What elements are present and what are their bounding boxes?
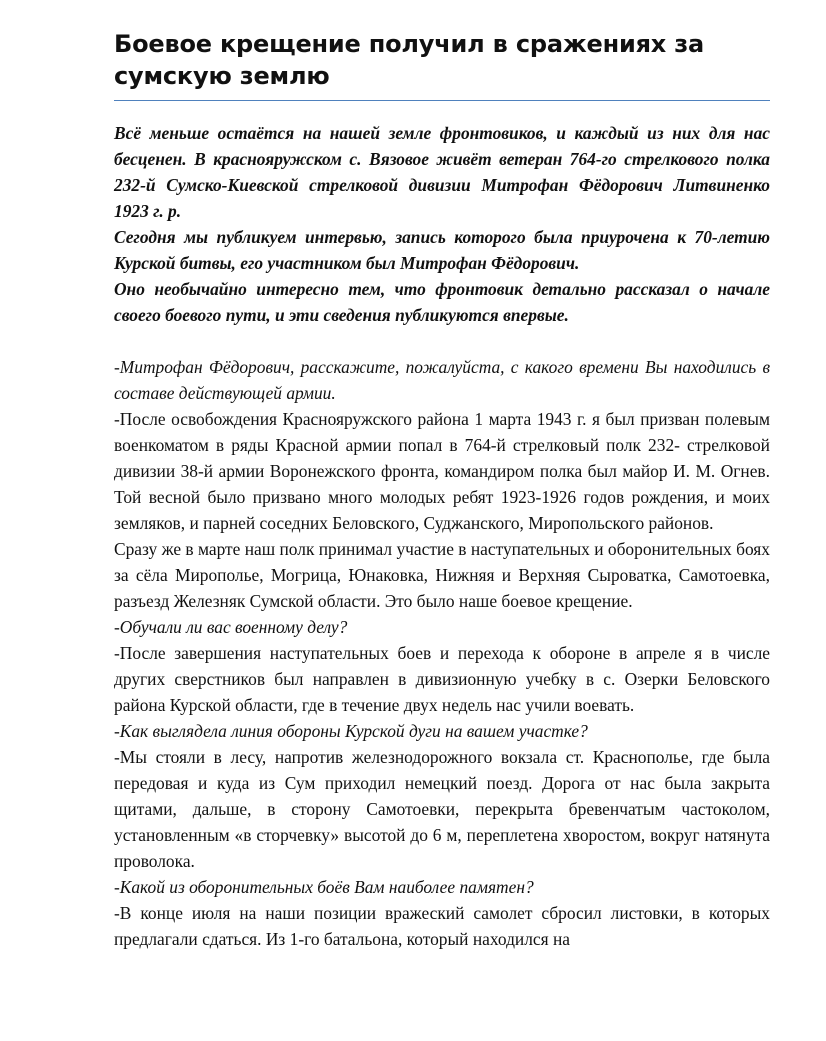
interview-answer: -В конце июля на наши позиции вражеский самолет сбросил листовки, в которых предлагали сдаться. Из 1-го батальона, который находился на <box>114 903 770 949</box>
interview-answer: Сразу же в марте наш полк принимал участие в наступательных и оборонительных боях за сёла Мирополье, Могрица, Юнаковка, Нижняя и Верхняя Сыроватка, Самотоевка, разъезд Железняк Сумской области. Это было наше боевое крещение. <box>114 539 770 611</box>
lead-paragraph: Оно необычайно интересно тем, что фронтовик детально рассказал о начале своего боевого пути, и эти сведения публикуются впервые. <box>114 279 770 325</box>
article-lead <box>114 120 770 328</box>
interview-question: -Митрофан Фёдорович, расскажите, пожалуйста, с какого времени Вы находились в составе действующей армии. <box>114 357 770 403</box>
interview-question: -Какой из оборонительных боёв Вам наиболее памятен? <box>114 877 534 897</box>
interview-answer: -После завершения наступательных боев и перехода к обороне в апреле я в числе других сверстников был направлен в дивизионную учебку в с. Озерки Беловского района Курской области, где в течение двух недель нас учили воевать. <box>114 643 770 715</box>
lead-paragraph: Всё меньше остаётся на нашей земле фронтовиков, и каждый из них для нас бесценен. В краснояружском с. Вязовое живёт ветеран 764-го стрелкового полка 232-й Сумско-Киевской стрелковой дивизии Митрофан Фёдорович Литвиненко 1923 г. р. <box>114 123 770 221</box>
interview-question: -Обучали ли вас военному делу? <box>114 617 348 637</box>
interview-answer: -После освобождения Краснояружского района 1 марта 1943 г. я был призван полевым военкоматом в ряды Красной армии попал в 764-й стрелковый полк 232- стрелковой дивизии 38-й армии Воронежского фронта, командиром полка был майор И. М. Огнев. Той весной было призвано много молодых ребят 1923-1926 годов рождения, и моих земляков, и парней соседних Беловского, Суджанского, Миропольского районов. <box>114 409 770 533</box>
document-page <box>114 0 770 952</box>
interview-question: -Как выглядела линия обороны Курской дуги на вашем участке? <box>114 721 588 741</box>
interview-body <box>114 354 770 952</box>
article-title: Боевое крещение получил в сражениях за сумскую землю <box>114 0 770 101</box>
lead-paragraph: Сегодня мы публикуем интервью, запись которого была приурочена к 70-летию Курской битвы, его участником был Митрофан Фёдорович. <box>114 227 770 273</box>
interview-answer: -Мы стояли в лесу, напротив железнодорожного вокзала ст. Краснополье, где была передовая и куда из Сум приходил немецкий поезд. Дорога от нас была закрыта щитами, дальше, в сторону Самотоевки, перекрыта бревенчатым частоколом, установленным «в сторчевку» высотой до 6 м, переплетена хворостом, вокруг натянута проволока. <box>114 747 770 871</box>
